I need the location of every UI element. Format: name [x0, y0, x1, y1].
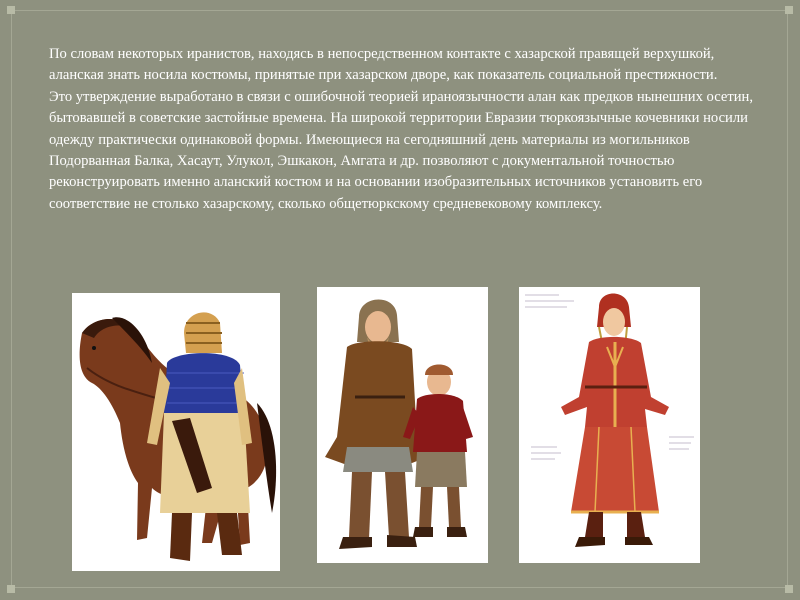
frame-corner-bottom-left — [7, 585, 15, 593]
frame-corner-top-right — [785, 6, 793, 14]
alan-woman-costume-sketch — [519, 287, 700, 563]
frame-corner-top-left — [7, 6, 15, 14]
alan-warrior-with-horse-illustration — [72, 293, 280, 571]
paragraph-2: Это утверждение выработано в связи с ошибочной теорией ираноязычности алан как предков нынешних осетин, бытовавшей в советские застойные времена. На широкой территории Евразии тюркоязычные кочевники носили одежду практически одинаковой формы. Имеющиеся на сегодняшний день материалы из могильников Подорванная Балка, Хасаут, Улукол, Эшкакон, Амгата и др. позволяют с документальной точностью реконструировать именно аланский костюм и на основании изобразительных источников установить его соответствие не столько хазарскому, сколько общетюркскому средневековому комплексу. — [49, 88, 753, 212]
paragraph-1: По словам некоторых иранистов, находясь в непосредственном контакте с хазарской правящей верхушкой, аланская знать носила костюмы, принятые при хазарском дворе, как показатель социальной престижности. — [49, 46, 718, 84]
frame-corner-bottom-right — [785, 585, 793, 593]
slide-body-text — [49, 44, 759, 215]
alan-man-and-boy-illustration — [317, 287, 488, 563]
